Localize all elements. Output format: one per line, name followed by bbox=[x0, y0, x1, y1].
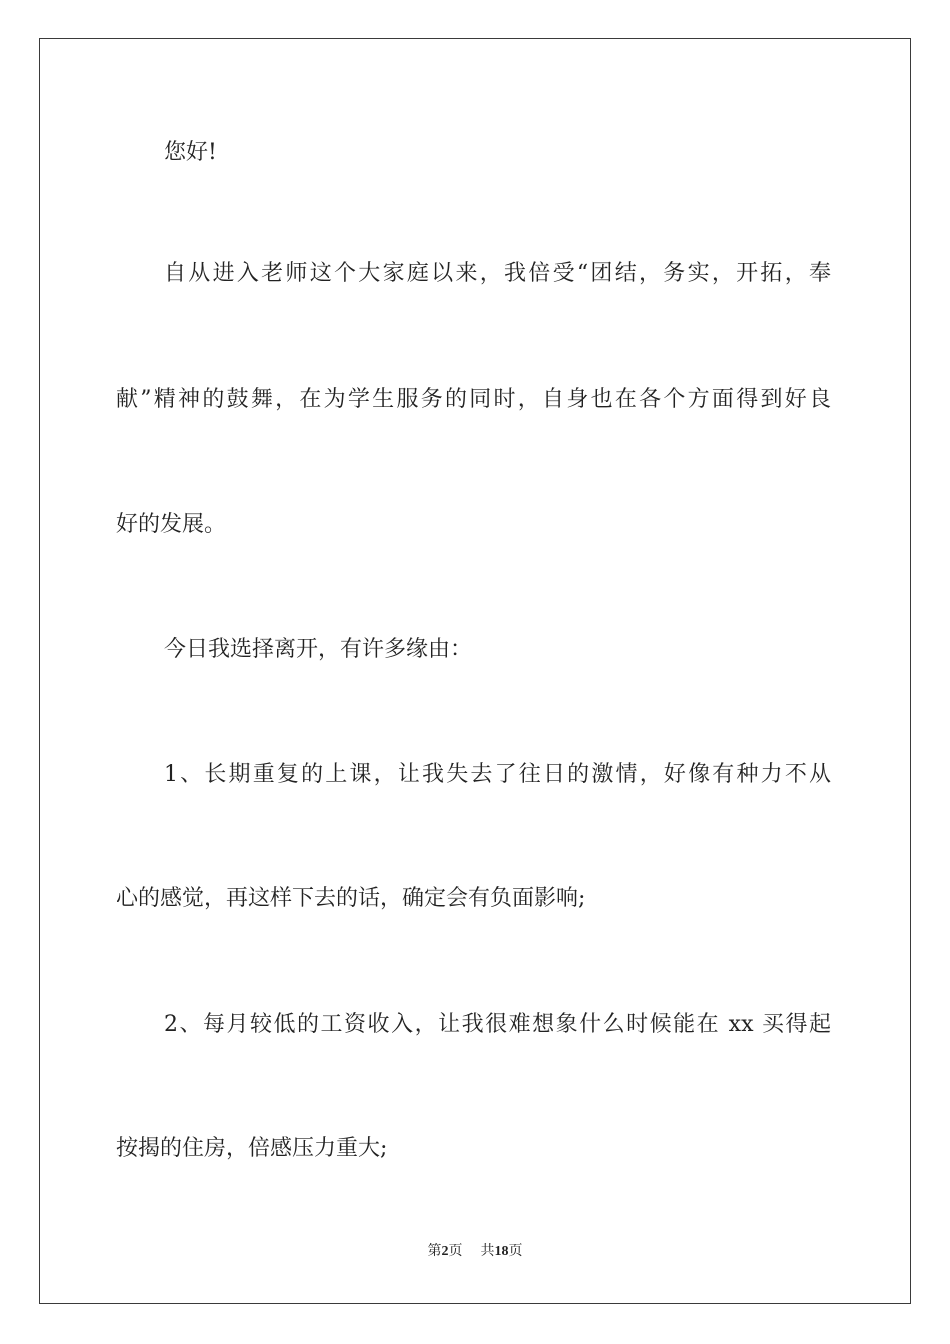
reason-2-line-1: 2、每月较低的工资收入，让我很难想象什么时候能在 xx 买得起 bbox=[164, 1012, 831, 1037]
footer-page-suffix: 页 bbox=[448, 1244, 463, 1259]
paragraph-1-line-2: 献”精神的鼓舞，在为学生服务的同时，自身也在各个方面得到好良 bbox=[116, 387, 831, 412]
footer-page-prefix: 第 bbox=[427, 1244, 442, 1259]
reason-1-line-2: 心的感觉，再这样下去的话，确定会有负面影响; bbox=[116, 886, 586, 911]
footer-total-number: 18 bbox=[494, 1244, 509, 1259]
paragraph-1-line-1: 自从进入老师这个大家庭以来，我倍受“团结，务实，开拓，奉 bbox=[164, 261, 831, 286]
footer-total-suffix: 页 bbox=[508, 1244, 523, 1259]
paragraph-2-line-1: 今日我选择离开，有许多缘由： bbox=[164, 637, 473, 662]
greeting-line: 您好! bbox=[164, 140, 217, 165]
page-border bbox=[39, 38, 911, 1304]
page-footer bbox=[0, 1240, 950, 1260]
footer-page-number: 2 bbox=[441, 1244, 449, 1259]
reason-2-line-2: 按揭的住房，倍感压力重大; bbox=[116, 1136, 388, 1161]
footer-total-prefix: 共 bbox=[480, 1244, 495, 1259]
paragraph-1-line-3: 好的发展。 bbox=[116, 512, 227, 537]
reason-1-line-1: 1、长期重复的上课，让我失去了往日的激情，好像有种力不从 bbox=[164, 762, 831, 787]
